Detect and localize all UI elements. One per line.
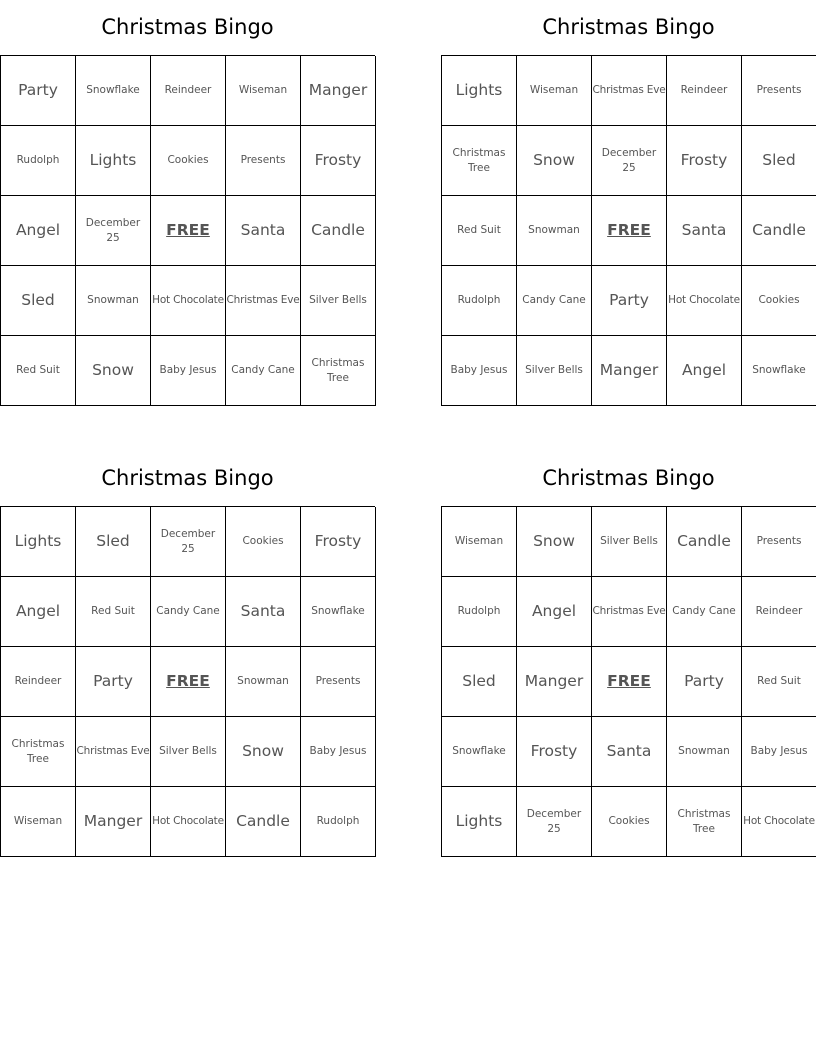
bingo-cell: Red Suit — [76, 577, 151, 647]
bingo-cell: Lights — [1, 507, 76, 577]
bingo-cell: Lights — [442, 787, 517, 857]
bingo-cell: Reindeer — [151, 56, 226, 126]
bingo-cell: Snow — [517, 126, 592, 196]
bingo-cell: Snowflake — [442, 717, 517, 787]
card-title: Christmas Bingo — [542, 15, 715, 39]
bingo-cell: Silver Bells — [592, 507, 667, 577]
bingo-cell: Wiseman — [226, 56, 301, 126]
bingo-cell: Candle — [667, 507, 742, 577]
bingo-cell: Baby Jesus — [442, 336, 517, 406]
bingo-cell: Presents — [301, 647, 376, 717]
bingo-cell: Snowman — [76, 266, 151, 336]
free-space: FREE — [592, 196, 667, 266]
bingo-cell: Cookies — [226, 507, 301, 577]
bingo-card-2 — [441, 0, 816, 406]
bingo-cell: Party — [592, 266, 667, 336]
bingo-cell: Rudolph — [442, 577, 517, 647]
bingo-cell: Reindeer — [1, 647, 76, 717]
bingo-cell: Candle — [301, 196, 376, 266]
bingo-cell: Santa — [226, 577, 301, 647]
bingo-cell: Wiseman — [1, 787, 76, 857]
bingo-cell: Frosty — [667, 126, 742, 196]
bingo-cell: Cookies — [742, 266, 816, 336]
free-space: FREE — [151, 196, 226, 266]
bingo-cell: Christmas Eve — [592, 56, 667, 126]
bingo-cell: Snowflake — [301, 577, 376, 647]
bingo-cell: Reindeer — [742, 577, 816, 647]
bingo-cell: Manger — [517, 647, 592, 717]
bingo-cell: Candy Cane — [226, 336, 301, 406]
bingo-cell: Red Suit — [442, 196, 517, 266]
bingo-cell: Hot Chocolate — [151, 266, 226, 336]
bingo-cell: Snowflake — [742, 336, 816, 406]
bingo-cell: Lights — [76, 126, 151, 196]
bingo-cell: Silver Bells — [517, 336, 592, 406]
bingo-grid — [441, 55, 816, 406]
bingo-cell: Red Suit — [742, 647, 816, 717]
bingo-cell: Candy Cane — [151, 577, 226, 647]
bingo-cell: Santa — [592, 717, 667, 787]
bingo-cell: Snow — [226, 717, 301, 787]
bingo-card-4 — [441, 451, 816, 857]
bingo-cell: Snowflake — [76, 56, 151, 126]
bingo-cell: Baby Jesus — [742, 717, 816, 787]
bingo-cell: Manger — [76, 787, 151, 857]
bingo-cell: Snow — [517, 507, 592, 577]
bingo-cell: December 25 — [151, 507, 226, 577]
bingo-card-1 — [0, 0, 375, 406]
bingo-cell: Manger — [301, 56, 376, 126]
bingo-cell: Hot Chocolate — [667, 266, 742, 336]
bingo-cell: Santa — [226, 196, 301, 266]
bingo-cell: Christmas Tree — [301, 336, 376, 406]
bingo-cell: Silver Bells — [151, 717, 226, 787]
bingo-cell: Manger — [592, 336, 667, 406]
bingo-grid — [0, 506, 375, 857]
bingo-cell: December 25 — [517, 787, 592, 857]
bingo-cell: Angel — [667, 336, 742, 406]
bingo-cell: Silver Bells — [301, 266, 376, 336]
bingo-cell: Rudolph — [442, 266, 517, 336]
bingo-cell: December 25 — [76, 196, 151, 266]
free-space: FREE — [592, 647, 667, 717]
bingo-cell: Christmas Tree — [1, 717, 76, 787]
bingo-cell: Cookies — [151, 126, 226, 196]
bingo-cell: Sled — [76, 507, 151, 577]
bingo-cell: Wiseman — [442, 507, 517, 577]
bingo-card-3 — [0, 451, 375, 857]
bingo-cell: Angel — [1, 577, 76, 647]
bingo-cell: Candle — [226, 787, 301, 857]
bingo-grid — [0, 55, 375, 406]
bingo-cell: Lights — [442, 56, 517, 126]
bingo-grid — [441, 506, 816, 857]
bingo-cell: Baby Jesus — [301, 717, 376, 787]
bingo-cell: Sled — [742, 126, 816, 196]
bingo-cell: Snowman — [667, 717, 742, 787]
bingo-cell: Reindeer — [667, 56, 742, 126]
bingo-cell: Hot Chocolate — [742, 787, 816, 857]
bingo-cell: Party — [76, 647, 151, 717]
bingo-cell: Sled — [442, 647, 517, 717]
bingo-cell: Snowman — [517, 196, 592, 266]
bingo-cell: Christmas Tree — [667, 787, 742, 857]
bingo-cell: Christmas Eve — [592, 577, 667, 647]
bingo-cell: Presents — [742, 56, 816, 126]
bingo-cell: Cookies — [592, 787, 667, 857]
bingo-cell: Christmas Tree — [442, 126, 517, 196]
bingo-cell: Candy Cane — [667, 577, 742, 647]
bingo-cell: Party — [667, 647, 742, 717]
bingo-cell: Red Suit — [1, 336, 76, 406]
bingo-cell: Wiseman — [517, 56, 592, 126]
bingo-cell: Candle — [742, 196, 816, 266]
bingo-cell: Sled — [1, 266, 76, 336]
bingo-cell: Snow — [76, 336, 151, 406]
bingo-cell: Candy Cane — [517, 266, 592, 336]
bingo-cell: Baby Jesus — [151, 336, 226, 406]
bingo-cell: December 25 — [592, 126, 667, 196]
free-space: FREE — [151, 647, 226, 717]
bingo-cell: Presents — [226, 126, 301, 196]
bingo-cell: Frosty — [301, 507, 376, 577]
bingo-cell: Presents — [742, 507, 816, 577]
bingo-cell: Frosty — [517, 717, 592, 787]
bingo-cell: Christmas Eve — [76, 717, 151, 787]
bingo-cell: Angel — [1, 196, 76, 266]
card-title: Christmas Bingo — [542, 466, 715, 490]
card-title: Christmas Bingo — [101, 15, 274, 39]
bingo-cell: Party — [1, 56, 76, 126]
bingo-cell: Frosty — [301, 126, 376, 196]
bingo-cell: Snowman — [226, 647, 301, 717]
bingo-cell: Santa — [667, 196, 742, 266]
bingo-cell: Hot Chocolate — [151, 787, 226, 857]
card-title: Christmas Bingo — [101, 466, 274, 490]
bingo-cell: Rudolph — [1, 126, 76, 196]
bingo-cell: Rudolph — [301, 787, 376, 857]
bingo-cell: Angel — [517, 577, 592, 647]
bingo-cell: Christmas Eve — [226, 266, 301, 336]
